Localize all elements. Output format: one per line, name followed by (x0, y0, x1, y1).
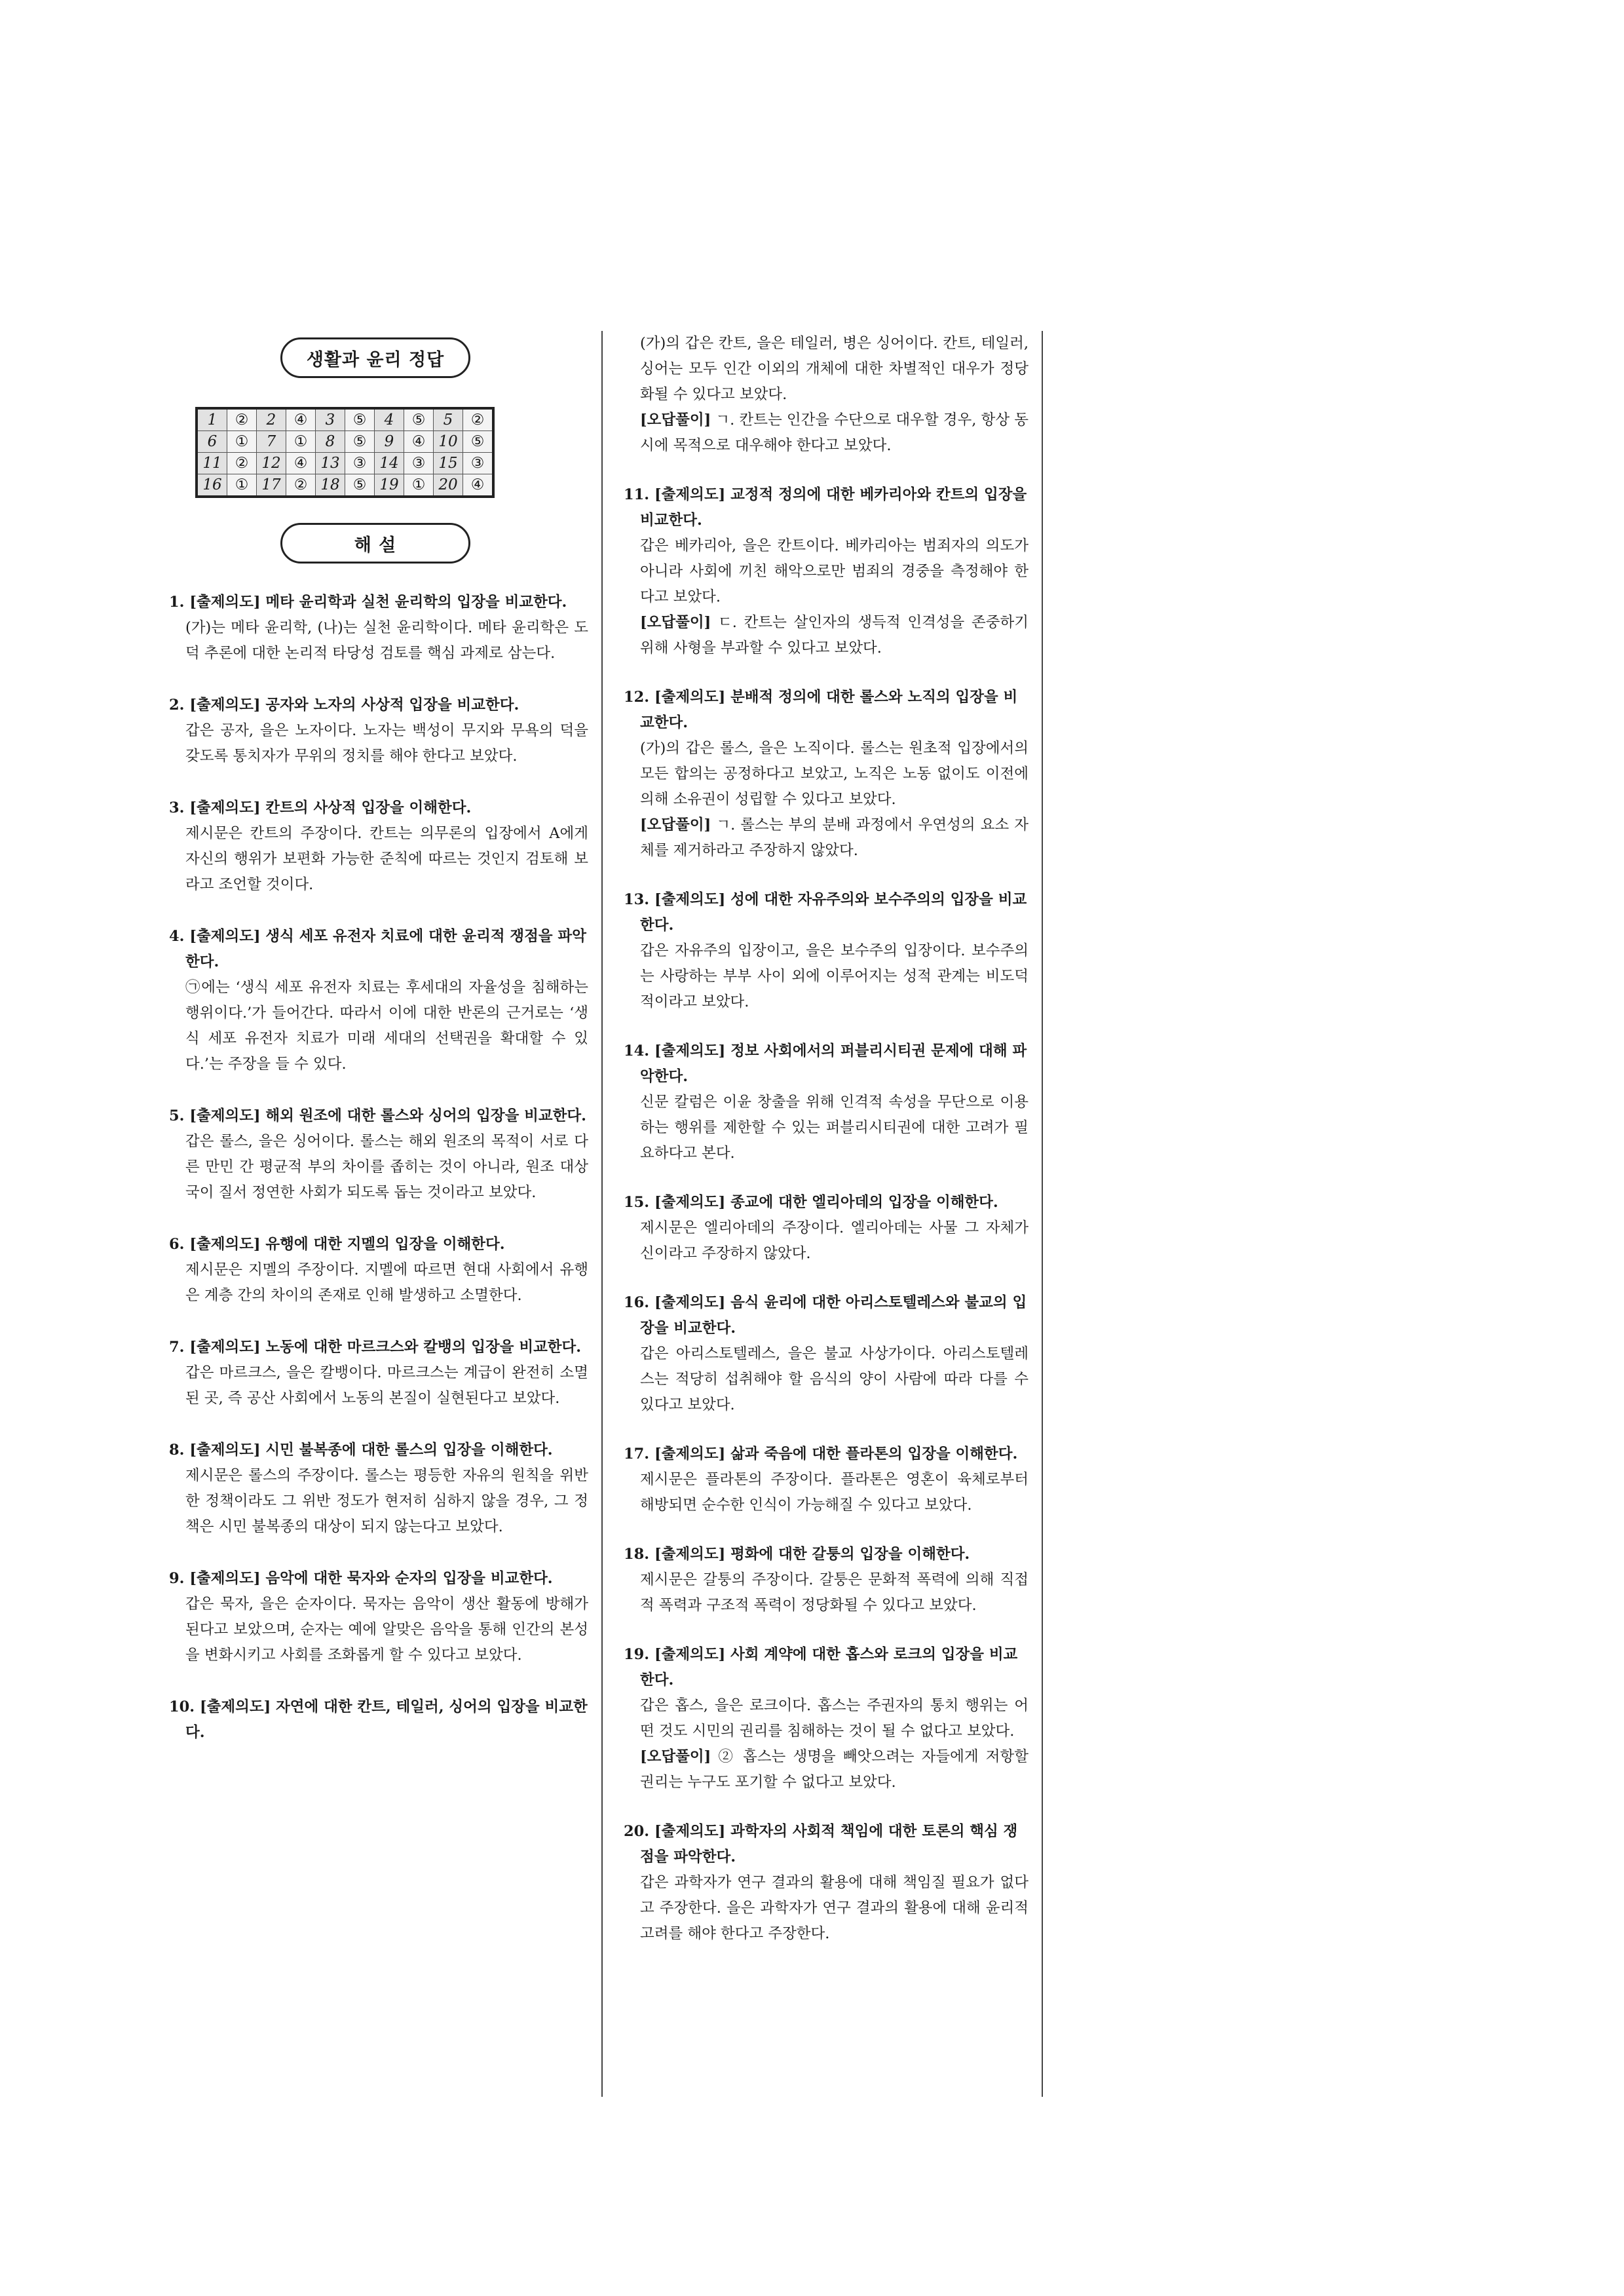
item-body-text: 갑은 과학자가 연구 결과의 활용에 대해 책임질 필요가 없다고 주장한다. 을은 과학자가 연구 결과의 활용에 대해 윤리적 고려를 해야 한다고 주장한다. (640, 1874, 1029, 1942)
question-number: 11 (197, 453, 227, 474)
answer-row (197, 408, 493, 431)
item-number: 18. (624, 1546, 650, 1563)
item-heading-text: [출제의도] 성에 대한 자유주의와 보수주의의 입장을 비교한다. (640, 891, 1027, 934)
question-number: 18 (316, 474, 345, 497)
item-heading-text: [출제의도] 공자와 노자의 사상적 입장을 비교한다. (189, 697, 519, 714)
item-heading-text: [출제의도] 유행에 대한 지멜의 입장을 이해한다. (189, 1236, 505, 1253)
wrong-text: ㄱ. 롤스는 부의 분배 과정에서 우연성의 요소 자체를 제거하라고 주장하지 않았다. (640, 816, 1029, 859)
item-body-text: 제시문은 플라톤의 주장이다. 플라톤은 영혼이 육체로부터 해방되면 순수한 인식이 가능해질 수 있다고 보았다. (640, 1471, 1029, 1514)
item-heading (624, 482, 1029, 533)
wrong-tag: [오답풀이] (640, 816, 711, 833)
commentary-item (169, 693, 588, 769)
item-body-text: (가)는 메타 윤리학, (나)는 실천 윤리학이다. 메타 윤리학은 도덕 추론에 대한 논리적 타당성 검토를 핵심 과제로 삼는다. (185, 619, 588, 662)
answer-choice: ③ (345, 453, 375, 474)
item-number: 20. (624, 1823, 650, 1840)
question-number: 8 (316, 431, 345, 453)
item-heading (169, 1103, 588, 1129)
question-number: 19 (375, 474, 404, 497)
item-body (624, 1215, 1029, 1267)
commentary-item (624, 887, 1029, 1015)
commentary-item (169, 924, 588, 1077)
answer-choice: ⑤ (404, 408, 434, 431)
answer-choice: ④ (463, 474, 494, 497)
item-heading-text: [출제의도] 삶과 죽음에 대한 플라톤의 입장을 이해한다. (654, 1445, 1018, 1463)
item-number: 1. (169, 594, 185, 611)
item-heading-text: [출제의도] 자연에 대한 칸트, 테일러, 싱어의 입장을 비교한다. (185, 1698, 588, 1741)
commentary-list-left (169, 590, 588, 1746)
item-body (169, 615, 588, 666)
commentary-item (624, 1290, 1029, 1418)
item-body-text: 갑은 아리스토텔레스, 을은 불교 사상가이다. 아리스토텔레스는 적당히 섭취해야 할 음식의 양이 사람에 따라 다를 수 있다고 보았다. (640, 1345, 1029, 1413)
answer-row (197, 474, 493, 497)
item-10-wrong (640, 408, 1029, 459)
commentary-item (624, 685, 1029, 864)
commentary-item (624, 1442, 1029, 1518)
item-heading-text: [출제의도] 생식 세포 유전자 치료에 대한 윤리적 쟁점을 파악한다. (185, 928, 586, 970)
question-number: 20 (434, 474, 463, 497)
wrong-tag: [오답풀이] (640, 1748, 711, 1765)
item-10-body: (가)의 갑은 칸트, 을은 테일러, 병은 싱어이다. 칸트, 테일러, 싱어는 모두 인간 이외의 개체에 대한 차별적인 대우가 정당화될 수 있다고 보았다. (640, 335, 1029, 403)
commentary-item (169, 1438, 588, 1540)
item-number: 4. (169, 928, 185, 945)
right-border-rule (1042, 331, 1043, 2097)
answer-row (197, 431, 493, 453)
item-body (169, 821, 588, 898)
item-heading-text: [출제의도] 분배적 정의에 대한 롤스와 노직의 입장을 비교한다. (640, 689, 1018, 731)
answer-choice: ⑤ (345, 474, 375, 497)
answer-choice: ③ (404, 453, 434, 474)
item-heading-text: [출제의도] 음악에 대한 묵자와 순자의 입장을 비교한다. (189, 1570, 553, 1587)
item-number: 10. (169, 1698, 195, 1715)
commentary-item (169, 1566, 588, 1668)
answer-choice: ② (227, 453, 257, 474)
commentary-item (624, 1039, 1029, 1166)
item-heading-text: [출제의도] 교정적 정의에 대한 베카리아와 칸트의 입장을 비교한다. (640, 486, 1027, 529)
question-number: 5 (434, 408, 463, 431)
item-body (169, 1463, 588, 1540)
answer-choice: ① (286, 431, 316, 453)
commentary-item (624, 1819, 1029, 1947)
item-wrong-explanation (640, 813, 1029, 864)
item-number: 6. (169, 1236, 185, 1253)
item-10-continuation (624, 331, 1029, 459)
answer-choice: ③ (463, 453, 494, 474)
answer-choice: ④ (404, 431, 434, 453)
item-body (169, 718, 588, 769)
question-number: 4 (375, 408, 404, 431)
item-body (169, 1360, 588, 1411)
commentary-item (169, 795, 588, 898)
question-number: 17 (257, 474, 286, 497)
item-number: 8. (169, 1442, 185, 1459)
answer-choice: ① (227, 474, 257, 497)
commentary-title: 해 설 (280, 523, 470, 564)
commentary-item (169, 1232, 588, 1309)
commentary-item (169, 590, 588, 666)
item-body-text: (가)의 갑은 롤스, 을은 노직이다. 롤스는 원초적 입장에서의 모든 합의는 공정하다고 보았고, 노직은 노동 없이도 이전에 의해 소유권이 성립할 수 있다고 보았다. (640, 740, 1029, 808)
answer-choice: ⑤ (345, 408, 375, 431)
item-body-text: 갑은 롤스, 을은 싱어이다. 롤스는 해외 원조의 목적이 서로 다른 만민 간 평균적 부의 차이를 좁히는 것이 아니라, 원조 대상국이 질서 정연한 사회가 되도록 돕는 것이라고 보았다. (185, 1133, 588, 1201)
left-column (169, 331, 588, 1746)
question-number: 10 (434, 431, 463, 453)
item-heading-text: [출제의도] 과학자의 사회적 책임에 대한 토론의 핵심 쟁점을 파악한다. (640, 1823, 1018, 1866)
item-wrong-explanation (640, 610, 1029, 661)
item-number: 5. (169, 1107, 185, 1124)
item-body-text: ㉠에는 ‘생식 세포 유전자 치료는 후세대의 자율성을 침해하는 행위이다.’가 들어간다. 따라서 이에 대한 반론의 근거로는 ‘생식 세포 유전자 치료가 미래 세대의 선택권을 확대할 수 있다.’는 주장을 들 수 있다. (185, 979, 588, 1073)
item-number: 2. (169, 697, 185, 714)
item-heading (169, 795, 588, 821)
answer-row (197, 453, 493, 474)
answer-choice: ① (227, 431, 257, 453)
item-heading-text: [출제의도] 해외 원조에 대한 롤스와 싱어의 입장을 비교한다. (189, 1107, 586, 1124)
item-body-text: 갑은 베카리아, 을은 칸트이다. 베카리아는 범죄자의 의도가 아니라 사회에 끼친 해악으로만 범죄의 경중을 측정해야 한다고 보았다. (640, 537, 1029, 605)
answer-choice: ② (227, 408, 257, 431)
item-heading (169, 1438, 588, 1463)
question-number: 6 (197, 431, 227, 453)
item-number: 11. (624, 486, 650, 503)
commentary-item (624, 1190, 1029, 1267)
answer-choice: ⑤ (463, 431, 494, 453)
item-wrong-explanation (640, 1744, 1029, 1795)
answer-choice: ② (463, 408, 494, 431)
item-body (624, 1090, 1029, 1166)
item-heading (624, 1542, 1029, 1567)
wrong-text: ② 홉스는 생명을 빼앗으려는 자들에게 저항할 권리는 누구도 포기할 수 없다고 보았다. (640, 1748, 1029, 1791)
question-number: 13 (316, 453, 345, 474)
item-body (169, 1592, 588, 1668)
item-body (169, 1257, 588, 1309)
item-body-text: 갑은 마르크스, 을은 칼뱅이다. 마르크스는 계급이 완전히 소멸된 곳, 즉 공산 사회에서 노동의 본질이 실현된다고 보았다. (185, 1364, 588, 1407)
item-body-text: 갑은 묵자, 을은 순자이다. 묵자는 음악이 생산 활동에 방해가 된다고 보았으며, 순자는 예에 알맞은 음악을 통해 인간의 본성을 변화시키고 사회를 조화롭게 할 수 있다고 보았다. (185, 1596, 588, 1664)
item-heading-text: [출제의도] 정보 사회에서의 퍼블리시티권 문제에 대해 파악한다. (640, 1043, 1027, 1085)
item-body (624, 1693, 1029, 1795)
item-heading-text: [출제의도] 평화에 대한 갈퉁의 입장을 이해한다. (654, 1546, 970, 1563)
item-heading (624, 1442, 1029, 1467)
question-number: 9 (375, 431, 404, 453)
item-heading (169, 1335, 588, 1360)
item-body-text: 제시문은 엘리아데의 주장이다. 엘리아데는 사물 그 자체가 신이라고 주장하지 않았다. (640, 1219, 1029, 1262)
item-heading (624, 1039, 1029, 1090)
commentary-list-right (624, 482, 1029, 1947)
item-body-text: 신문 칼럼은 이윤 창출을 위해 인격적 속성을 무단으로 이용하는 행위를 제한할 수 있는 퍼블리시티권에 대한 고려가 필요하다고 본다. (640, 1094, 1029, 1162)
item-number: 3. (169, 799, 185, 816)
item-heading-text: [출제의도] 노동에 대한 마르크스와 칼뱅의 입장을 비교한다. (189, 1339, 582, 1356)
item-number: 13. (624, 891, 650, 908)
item-body (624, 1341, 1029, 1418)
item-heading (624, 1642, 1029, 1693)
answer-choice: ④ (286, 408, 316, 431)
item-body (624, 533, 1029, 661)
question-number: 1 (197, 408, 227, 431)
page-title: 생활과 윤리 정답 (280, 337, 470, 378)
commentary-item (624, 482, 1029, 661)
item-body-text: 제시문은 지멜의 주장이다. 지멜에 따르면 현대 사회에서 유행은 계층 간의 차이의 존재로 인해 발생하고 소멸한다. (185, 1261, 588, 1304)
item-number: 14. (624, 1043, 650, 1060)
item-heading-text: [출제의도] 메타 윤리학과 실천 윤리학의 입장을 비교한다. (189, 594, 567, 611)
item-heading-text: [출제의도] 칸트의 사상적 입장을 이해한다. (189, 799, 472, 816)
wrong-text: ㄱ. 칸트는 인간을 수단으로 대우할 경우, 항상 동시에 목적으로 대우해야 한다고 보았다. (640, 411, 1029, 454)
commentary-item (624, 1642, 1029, 1795)
item-heading (169, 693, 588, 718)
wrong-tag: [오답풀이] (640, 411, 711, 429)
wrong-tag: [오답풀이] (640, 614, 711, 631)
question-number: 2 (257, 408, 286, 431)
question-number: 15 (434, 453, 463, 474)
item-body (169, 975, 588, 1077)
wrong-text: ㄷ. 칸트는 살인자의 생득적 인격성을 존중하기 위해 사형을 부과할 수 있다고 보았다. (640, 614, 1029, 657)
item-body-text: 제시문은 칸트의 주장이다. 칸트는 의무론의 입장에서 A에게 자신의 행위가 보편화 가능한 준칙에 따르는 것인지 검토해 보라고 조언할 것이다. (185, 825, 588, 893)
answer-choice: ② (286, 474, 316, 497)
item-number: 17. (624, 1445, 650, 1463)
item-body-text: 제시문은 갈퉁의 주장이다. 갈퉁은 문화적 폭력에 의해 직접적 폭력과 구조적 폭력이 정당화될 수 있다고 보았다. (640, 1571, 1029, 1614)
item-heading-text: [출제의도] 음식 윤리에 대한 아리스토텔레스와 불교의 입장을 비교한다. (640, 1294, 1027, 1337)
item-heading (624, 685, 1029, 736)
item-heading-text: [출제의도] 시민 불복종에 대한 롤스의 입장을 이해한다. (189, 1442, 553, 1459)
commentary-item (169, 1694, 588, 1746)
item-number: 19. (624, 1646, 650, 1663)
answer-table (195, 407, 495, 498)
item-body-text: 갑은 공자, 을은 노자이다. 노자는 백성이 무지와 무욕의 덕을 갖도록 통치자가 무위의 정치를 해야 한다고 보았다. (185, 722, 588, 765)
answer-choice: ④ (286, 453, 316, 474)
item-heading (169, 590, 588, 615)
item-number: 12. (624, 689, 650, 706)
item-heading (169, 1566, 588, 1592)
answer-choice: ① (404, 474, 434, 497)
item-body (624, 1567, 1029, 1618)
commentary-item (169, 1103, 588, 1206)
item-heading (624, 1290, 1029, 1341)
question-number: 7 (257, 431, 286, 453)
item-heading-text: [출제의도] 종교에 대한 엘리아데의 입장을 이해한다. (654, 1194, 998, 1211)
item-body-text: 제시문은 롤스의 주장이다. 롤스는 평등한 자유의 원칙을 위반한 정책이라도 그 위반 정도가 현저히 심하지 않을 경우, 그 정책은 시민 불복종의 대상이 되지 않는다고 보았다. (185, 1467, 588, 1535)
item-number: 16. (624, 1294, 650, 1311)
commentary-item (169, 1335, 588, 1411)
item-body (624, 1870, 1029, 1947)
item-body-text: 갑은 자유주의 입장이고, 을은 보수주의 입장이다. 보수주의는 사랑하는 부부 사이 외에 이루어지는 성적 관계는 비도덕적이라고 보았다. (640, 942, 1029, 1010)
item-heading (624, 887, 1029, 938)
item-heading (169, 1694, 588, 1746)
column-divider (601, 331, 603, 2097)
item-number: 9. (169, 1570, 185, 1587)
item-body (624, 736, 1029, 864)
commentary-item (624, 1542, 1029, 1618)
item-body-text: 갑은 홉스, 을은 로크이다. 홉스는 주권자의 통치 행위는 어떤 것도 시민의 권리를 침해하는 것이 될 수 없다고 보았다. (640, 1697, 1029, 1740)
question-number: 3 (316, 408, 345, 431)
item-number: 15. (624, 1194, 650, 1211)
question-number: 16 (197, 474, 227, 497)
item-heading (624, 1819, 1029, 1870)
item-number: 7. (169, 1339, 185, 1356)
answer-choice: ⑤ (345, 431, 375, 453)
question-number: 12 (257, 453, 286, 474)
item-body (624, 938, 1029, 1015)
item-heading-text: [출제의도] 사회 계약에 대한 홉스와 로크의 입장을 비교한다. (640, 1646, 1018, 1689)
item-body (169, 1129, 588, 1206)
item-body (624, 1467, 1029, 1518)
item-heading (169, 924, 588, 975)
item-heading (624, 1190, 1029, 1215)
right-column (624, 331, 1029, 1947)
item-heading (169, 1232, 588, 1257)
question-number: 14 (375, 453, 404, 474)
